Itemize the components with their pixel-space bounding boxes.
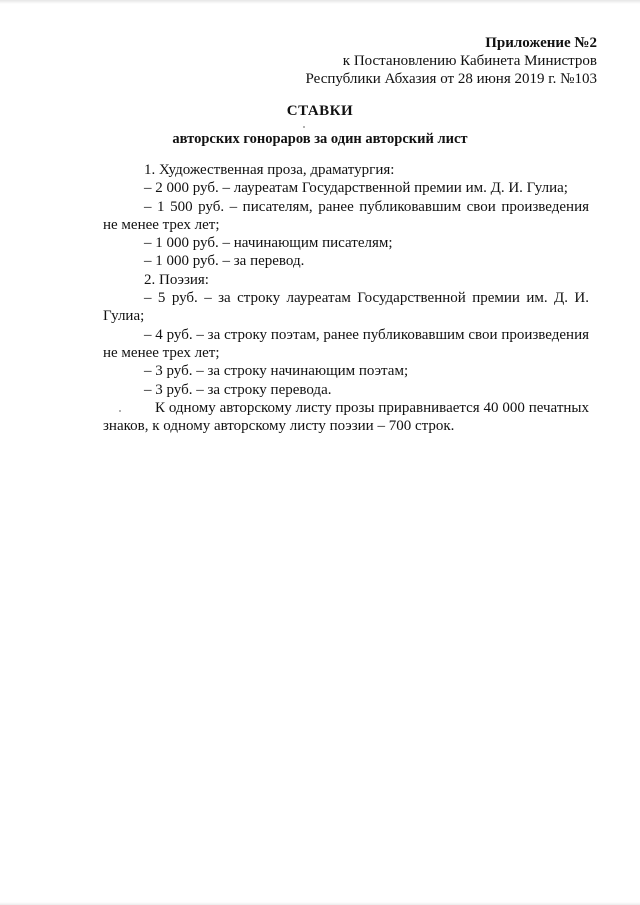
- list-item: – 1 000 руб. – за перевод.: [144, 253, 305, 270]
- scan-speck: [119, 410, 121, 412]
- document-title: СТАВКИ: [286, 103, 354, 119]
- list-item: – 3 руб. – за строку начинающим поэтам;: [144, 363, 409, 380]
- appendix-title: Приложение №2: [485, 35, 597, 51]
- document-body: [103, 161, 589, 435]
- scan-speck: [303, 126, 305, 128]
- appendix-header: [306, 34, 597, 88]
- document-subtitle: авторских гонораров за один авторский лист: [172, 131, 468, 147]
- list-item: – 5 руб. – за строку лауреатам Государственной премии им. Д. И. Гулиа;: [103, 290, 589, 325]
- section-prose-heading: 1. Художественная проза, драматургия:: [144, 162, 395, 178]
- list-item: – 1 000 руб. – начинающим писателям;: [144, 235, 393, 252]
- scan-edge-top: [0, 0, 640, 4]
- list-item: – 3 руб. – за строку перевода.: [144, 381, 332, 398]
- list-item: – 4 руб. – за строку поэтам, ранее публиковавшим свои произведения не менее трех лет;: [103, 326, 589, 361]
- appendix-reference-line-2: Республики Абхазия от 28 июня 2019 г. №103: [305, 71, 597, 87]
- list-item: – 1 500 руб. – писателям, ранее публиковавшим свои произведения не менее трех лет;: [103, 198, 589, 233]
- appendix-reference-line-1: к Постановлению Кабинета Министров: [342, 53, 597, 69]
- closing-paragraph: К одному авторскому листу прозы приравнивается 40 000 печатных знаков, к одному авторскому листу поэзии – 700 строк.: [103, 399, 589, 435]
- list-item: – 2 000 руб. – лауреатам Государственной премии им. Д. И. Гулиа;: [144, 180, 568, 197]
- section-poetry-heading: 2. Поэзия:: [144, 271, 209, 288]
